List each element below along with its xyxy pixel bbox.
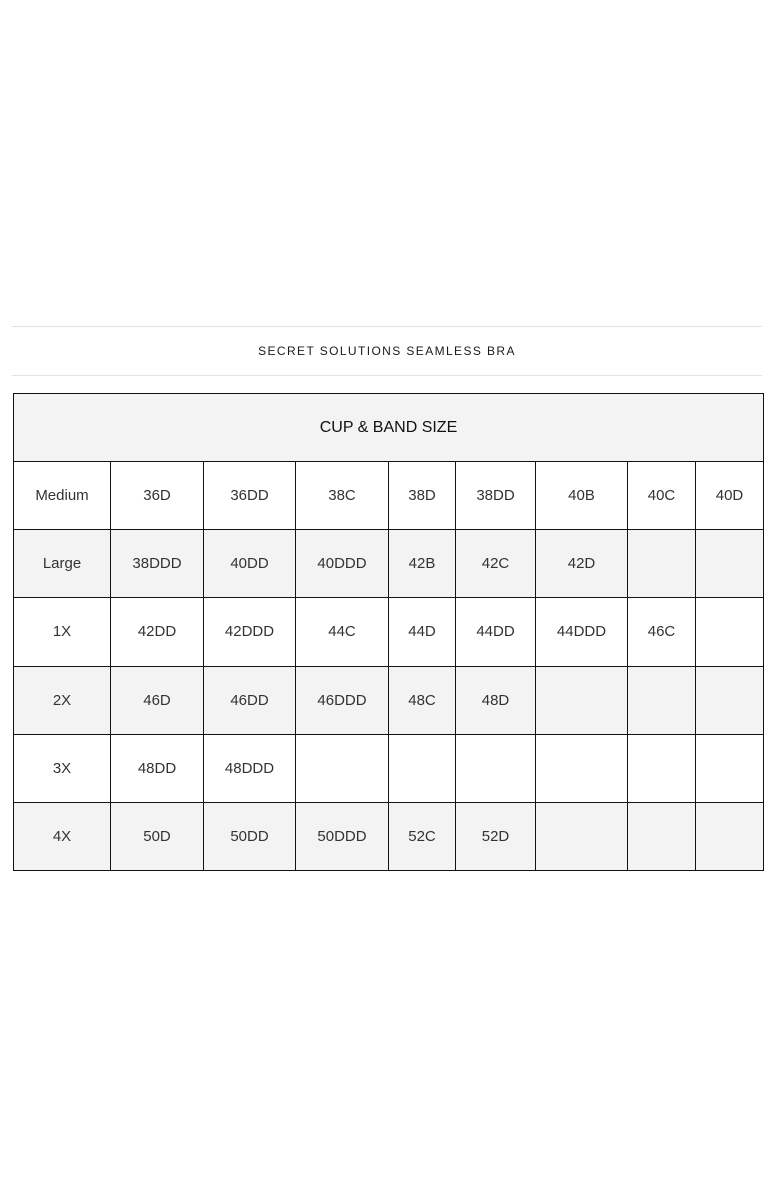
cup-band-cell: 36DD: [204, 462, 296, 530]
cup-band-cell: [696, 598, 764, 666]
cup-band-cell: 42DDD: [204, 598, 296, 666]
cup-band-cell: 38DDD: [111, 530, 204, 598]
cup-band-cell: 44DD: [456, 598, 536, 666]
size-label-cell: Medium: [14, 462, 111, 530]
product-title-band: [12, 326, 762, 376]
table-row: [14, 734, 764, 802]
cup-band-cell: 36D: [111, 462, 204, 530]
cup-band-cell: [696, 666, 764, 734]
cup-band-cell: [389, 734, 456, 802]
cup-band-cell: 44DDD: [536, 598, 628, 666]
cup-band-cell: 52D: [456, 802, 536, 870]
cup-band-cell: [696, 802, 764, 870]
cup-band-cell: [536, 802, 628, 870]
product-title: SECRET SOLUTIONS SEAMLESS BRA: [258, 344, 516, 358]
cup-band-cell: 44D: [389, 598, 456, 666]
cup-band-cell: 46C: [628, 598, 696, 666]
cup-band-cell: 40DD: [204, 530, 296, 598]
cup-band-cell: 40C: [628, 462, 696, 530]
cup-band-cell: 42D: [536, 530, 628, 598]
cup-band-cell: 46D: [111, 666, 204, 734]
cup-band-cell: 46DD: [204, 666, 296, 734]
cup-band-cell: [696, 530, 764, 598]
cup-band-cell: 38C: [296, 462, 389, 530]
cup-band-cell: 42C: [456, 530, 536, 598]
cup-band-cell: 42DD: [111, 598, 204, 666]
cup-band-cell: 40B: [536, 462, 628, 530]
cup-band-cell: [628, 530, 696, 598]
table-row: [14, 666, 764, 734]
cup-band-cell: 44C: [296, 598, 389, 666]
cup-band-cell: [456, 734, 536, 802]
table-row: [14, 802, 764, 870]
cup-band-cell: 48DD: [111, 734, 204, 802]
cup-band-cell: 50DD: [204, 802, 296, 870]
cup-band-cell: [536, 666, 628, 734]
cup-band-cell: 40DDD: [296, 530, 389, 598]
table-row: [14, 530, 764, 598]
cup-band-cell: [628, 734, 696, 802]
cup-band-cell: 38DD: [456, 462, 536, 530]
cup-band-cell: [628, 802, 696, 870]
size-chart-table: [13, 393, 764, 871]
size-label-cell: 1X: [14, 598, 111, 666]
size-label-cell: 4X: [14, 802, 111, 870]
table-row: [14, 462, 764, 530]
cup-band-cell: 48D: [456, 666, 536, 734]
cup-band-cell: 50DDD: [296, 802, 389, 870]
size-label-cell: Large: [14, 530, 111, 598]
size-label-cell: 2X: [14, 666, 111, 734]
cup-band-cell: [536, 734, 628, 802]
cup-band-cell: [296, 734, 389, 802]
cup-band-cell: 38D: [389, 462, 456, 530]
cup-band-cell: 50D: [111, 802, 204, 870]
cup-band-cell: 42B: [389, 530, 456, 598]
cup-band-cell: [696, 734, 764, 802]
size-label-cell: 3X: [14, 734, 111, 802]
cup-band-cell: 52C: [389, 802, 456, 870]
table-header: CUP & BAND SIZE: [14, 394, 764, 462]
cup-band-cell: 48C: [389, 666, 456, 734]
cup-band-cell: [628, 666, 696, 734]
cup-band-cell: 48DDD: [204, 734, 296, 802]
table-row: [14, 598, 764, 666]
cup-band-cell: 46DDD: [296, 666, 389, 734]
cup-band-cell: 40D: [696, 462, 764, 530]
